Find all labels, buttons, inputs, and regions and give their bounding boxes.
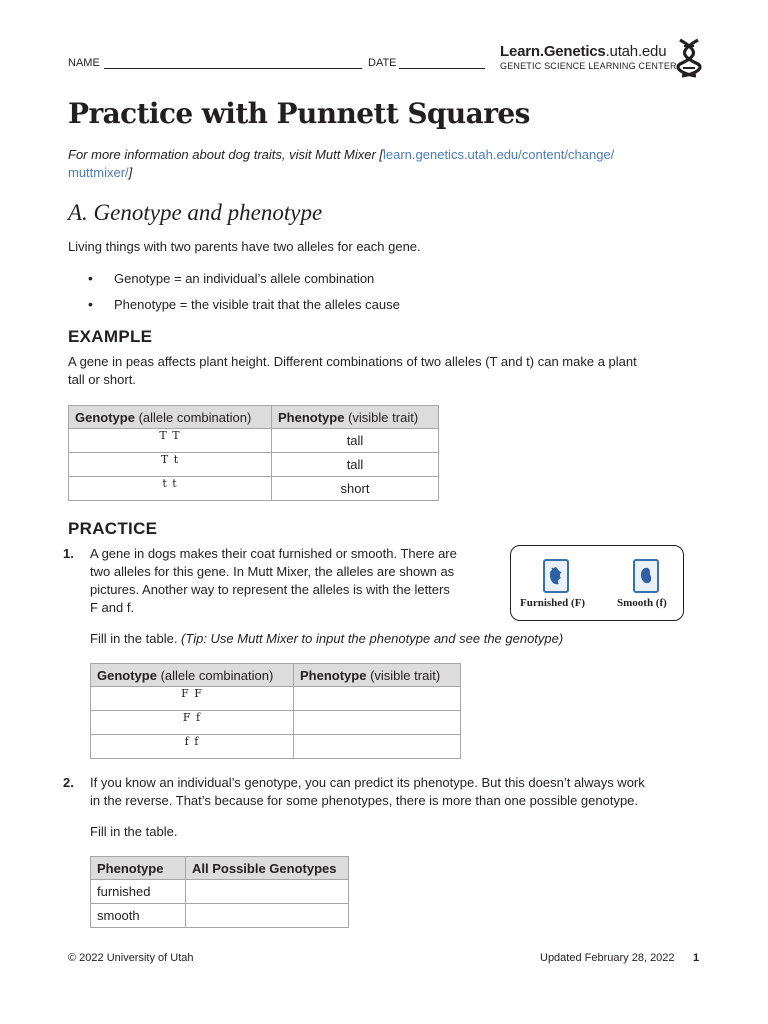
q2-table — [90, 856, 349, 928]
furnished-allele-icon — [543, 559, 569, 593]
phenotype-answer-cell[interactable] — [294, 735, 461, 759]
phenotype-cell: short — [272, 477, 439, 501]
smooth-allele-icon — [633, 559, 659, 593]
col-phenotype-header: Phenotype — [91, 857, 186, 880]
example-heading: EXAMPLE — [68, 327, 153, 346]
q1-tip: (Tip: Use Mutt Mixer to input the phenotype and see the genotype) — [181, 631, 564, 646]
smooth-allele-label: Smooth (f) — [617, 597, 667, 609]
example-text-line2: tall or short. — [68, 372, 136, 387]
page-number: 1 — [693, 952, 700, 964]
col-phenotype-header: Phenotype (visible trait) — [272, 406, 439, 429]
date-label: DATE — [368, 57, 397, 69]
question-1-number: 1. — [63, 546, 74, 561]
furnished-allele-label: Furnished (F) — [520, 597, 586, 609]
logo-bold-text: Learn.Genetics — [500, 43, 606, 60]
example-text-line1: A gene in peas affects plant height. Different combinations of two alleles (T and t) can make a plant — [68, 354, 637, 369]
col-genotype-header: Genotype (allele combination) — [69, 406, 272, 429]
phenotype-answer-cell[interactable] — [294, 687, 461, 711]
bullet-genotype-text: Genotype = an individual’s allele combination — [114, 271, 375, 286]
mutt-mixer-link-cont[interactable]: muttmixer/ — [68, 165, 129, 180]
q2-line: If you know an individual’s genotype, you can predict its phenotype. But this doesn’t always work — [90, 775, 645, 790]
name-field-line[interactable] — [104, 68, 362, 69]
allele-pictures-box — [510, 545, 684, 621]
phenotype-cell: furnished — [91, 880, 186, 904]
table-row — [91, 735, 461, 759]
q2-line: in the reverse. That’s because for some phenotypes, there is more than one possible genotype. — [90, 793, 639, 808]
question-1-text — [90, 545, 505, 617]
logo-subtitle: GENETIC SCIENCE LEARNING CENTER — [500, 61, 677, 71]
col-phenotype-header: Phenotype (visible trait) — [294, 664, 461, 687]
q1-table — [90, 663, 461, 759]
phenotype-cell: tall — [272, 429, 439, 453]
section-a-heading: A. Genotype and phenotype — [68, 200, 323, 225]
genotype-cell: T T — [69, 429, 272, 453]
example-text — [68, 353, 718, 389]
bullet-dot: • — [88, 296, 93, 312]
q1-line: two alleles for this gene. In Mutt Mixer, the alleles are shown as — [90, 564, 455, 579]
q2-instruction: Fill in the table. — [90, 824, 178, 839]
table-row — [91, 711, 461, 735]
q1-fill-text: Fill in the table. — [90, 631, 182, 646]
logo-light-text: .utah.edu — [605, 43, 667, 60]
genotype-cell: f f — [91, 735, 294, 759]
dna-helix-icon — [676, 38, 702, 78]
table-row — [69, 477, 439, 501]
q1-instruction — [90, 630, 563, 648]
intro-close: ] — [128, 165, 133, 180]
question-2-number: 2. — [63, 775, 74, 790]
genotype-cell: F F — [91, 687, 294, 711]
q1-line: A gene in dogs makes their coat furnished or smooth. There are — [90, 546, 457, 561]
intro-text — [68, 146, 708, 182]
bullet-genotype — [88, 270, 375, 286]
phenotype-cell: tall — [272, 453, 439, 477]
genotype-cell: T t — [69, 453, 272, 477]
mutt-mixer-link[interactable]: learn.genetics.utah.edu/content/change/ — [383, 147, 615, 162]
bullet-phenotype — [88, 296, 400, 312]
table-header-row — [91, 857, 349, 880]
example-table — [68, 405, 439, 501]
col-genotype-header: Genotype (allele combination) — [91, 664, 294, 687]
table-row — [91, 687, 461, 711]
name-label: NAME — [68, 57, 100, 69]
table-row — [91, 880, 349, 904]
bullet-dot: • — [88, 270, 93, 286]
table-row — [69, 453, 439, 477]
copyright: © 2022 University of Utah — [68, 952, 194, 964]
genotype-cell: t t — [69, 477, 272, 501]
col-genotypes-header: All Possible Genotypes — [186, 857, 349, 880]
table-row — [91, 904, 349, 928]
table-header-row — [69, 406, 439, 429]
date-field-line[interactable] — [399, 68, 485, 69]
phenotype-cell: smooth — [91, 904, 186, 928]
q1-line: F and f. — [90, 600, 135, 615]
updated-date: Updated February 28, 2022 — [540, 952, 675, 964]
table-header-row — [91, 664, 461, 687]
intro-lead: For more information about dog traits, visit Mutt Mixer [ — [68, 147, 383, 162]
phenotype-answer-cell[interactable] — [294, 711, 461, 735]
genotypes-answer-cell[interactable] — [186, 880, 349, 904]
page-title: Practice with Punnett Squares — [68, 97, 530, 130]
bullet-phenotype-text: Phenotype = the visible trait that the alleles cause — [114, 297, 400, 312]
logo — [500, 43, 677, 71]
practice-heading: PRACTICE — [68, 519, 158, 538]
table-row — [69, 429, 439, 453]
genotype-cell: F f — [91, 711, 294, 735]
section-a-lead: Living things with two parents have two alleles for each gene. — [68, 239, 421, 254]
q1-line: pictures. Another way to represent the alleles is with the letters — [90, 582, 450, 597]
genotypes-answer-cell[interactable] — [186, 904, 349, 928]
question-2-text — [90, 774, 730, 810]
